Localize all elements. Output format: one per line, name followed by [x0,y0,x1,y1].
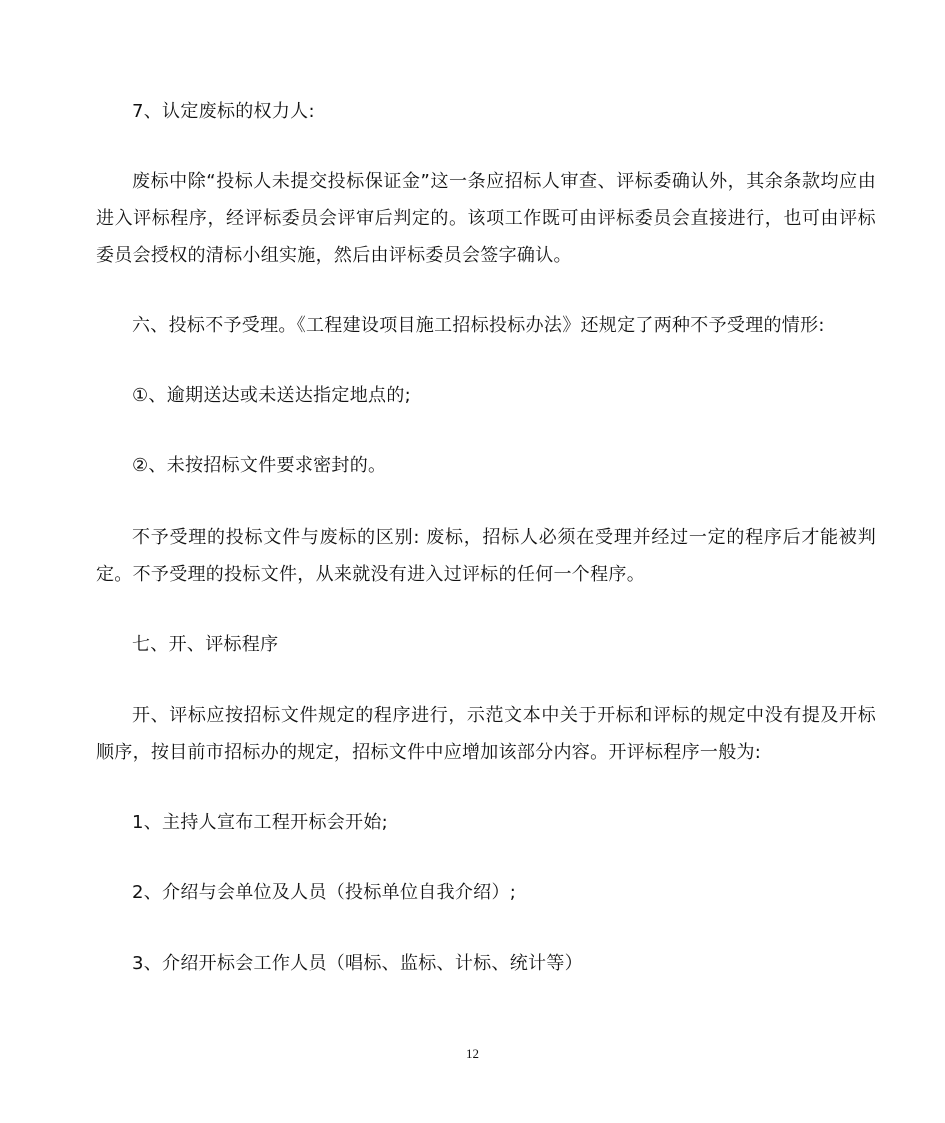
paragraph-procedure-intro: 开、评标应按招标文件规定的程序进行，示范文本中关于开标和评标的规定中没有提及开标顺序，按目前市招标办的规定，招标文件中应增加该部分内容。开评标程序一般为: [96,705,876,763]
paragraph-item-two: ②、未按招标文件要求密封的。 [132,455,387,476]
paragraph-step-two: 2、介绍与会单位及人员（投标单位自我介绍）; [132,882,517,903]
paragraph-section-six: 六、投标不予受理。《工程建设项目施工招标投标办法》还规定了两种不予受理的情形: [132,315,825,336]
paragraph-bid-rejection-rule: 废标中除“投标人未提交投标保证金”这一条应招标人审查、评标委确认外，其余条款均应由进入评标程序，经评标委员会评审后判定的。该项工作既可由评标委员会直接进行，也可由评标委员会授权的清标小组实施，然后由评标委员会签字确认。 [96,171,876,266]
paragraph-difference: 不予受理的投标文件与废标的区别: 废标，招标人必须在受理并经过一定的程序后才能被判定。不予受理的投标文件，从来就没有进入过评标的任何一个程序。 [96,527,876,585]
page-number: 12 [466,1046,479,1061]
paragraph-step-three: 3、介绍开标会工作人员（唱标、监标、计标、统计等） [132,953,583,974]
paragraph-item-one: ①、逾期送达或未送达指定地点的; [132,385,411,406]
paragraph-section-seven: 七、开、评标程序 [132,634,279,655]
paragraph-step-one: 1、主持人宣布工程开标会开始; [132,812,389,833]
paragraph-authority-heading: 7、认定废标的权力人: [132,101,315,122]
